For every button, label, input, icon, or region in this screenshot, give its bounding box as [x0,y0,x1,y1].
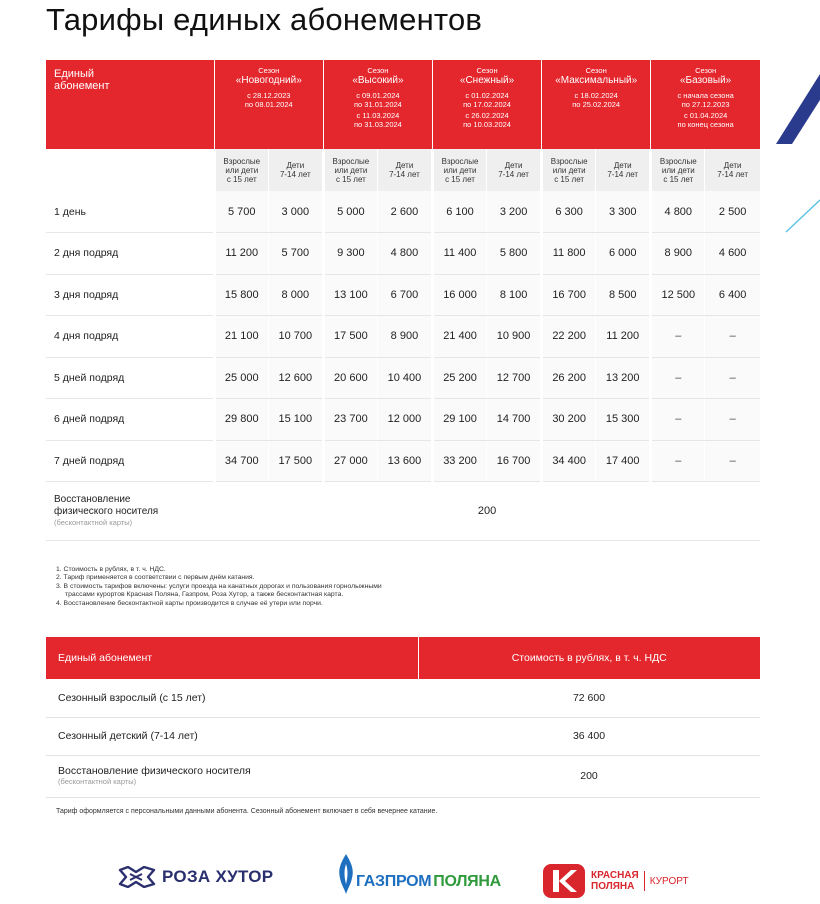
logo-divider [644,871,645,891]
price-cell: 17 400 [596,440,651,482]
season-header-maksimalniy: Сезон «Максимальный» с 18.02.2024 по 25.02.2024 [542,60,651,149]
price-cell: 8 900 [377,316,432,358]
row-label: 2 дня подряд [46,233,214,275]
note-item: 1. Стоимость в рублях, в т. ч. НДС. [56,566,166,573]
price-cell: 34 700 [214,440,268,482]
price-cell: 15 300 [596,399,651,441]
price-cell: 2 600 [377,191,432,233]
rose-icon [118,866,156,888]
price-cell: 11 200 [214,233,268,275]
table-row [46,316,760,358]
footnote: Тариф оформляется с персональными данными абонента. Сезонный абонемент включает в себя вечернее катание. [56,808,438,815]
price-cell: – [705,399,760,441]
price-cell: 3 000 [268,191,323,233]
table-row [46,440,760,482]
price-cell: 8 000 [268,274,323,316]
row-label: 4 дня подряд [46,316,214,358]
tariff-body [46,191,760,482]
tariff-corner-header: Единый абонемент [46,60,214,149]
price-cell: 12 700 [487,357,542,399]
season-table-header-left: Единый абонемент [46,637,418,679]
price-cell: 17 500 [268,440,323,482]
price-cell: 13 200 [596,357,651,399]
table-row [46,274,760,316]
price-cell: 5 800 [487,233,542,275]
row-label: 5 дней подряд [46,357,214,399]
price-cell: 16 700 [487,440,542,482]
roza-khutor-logo-text: РОЗА ХУТОР [162,867,274,886]
price-cell: 29 800 [214,399,268,441]
gazprom-logo [336,854,501,894]
price-cell: 4 800 [651,191,705,233]
table-row [46,357,760,399]
price-cell: 11 200 [596,316,651,358]
restore-value: 200 [214,482,760,541]
note-item: трассами курортов Красная Поляна, Газпром, Роза Хутор, а также бесконтактная карта. [65,591,344,599]
season-header-bazoviy: Сезон «Базовый» с начала сезона по 27.12.2023 с 01.04.2024 по конец сезона [651,60,760,149]
table-row [46,233,760,275]
tariff-table [46,60,760,541]
price-cell: 25 200 [432,357,486,399]
season-header-snezhniy: Сезон «Снежный» с 01.02.2024 по 17.02.2024 с 26.02.2024 по 10.03.2024 [432,60,541,149]
price-cell: – [651,316,705,358]
price-cell: – [705,440,760,482]
row-label: 3 дня подряд [46,274,214,316]
price-cell: 29 100 [432,399,486,441]
price-cell: 3 200 [487,191,542,233]
season-header-vysokiy: Сезон «Высокий» с 09.01.2024 по 31.01.2024 с 11.03.2024 по 31.03.2024 [323,60,432,149]
price-cell: – [651,357,705,399]
price-cell: 22 200 [542,316,596,358]
table-row [46,717,760,755]
price-cell: 13 100 [323,274,377,316]
season-table-header-right: Стоимость в рублях, в т. ч. НДС [418,637,760,679]
table-row [46,755,760,797]
price-cell: 20 600 [323,357,377,399]
price-cell: 6 400 [705,274,760,316]
price-cell: 4 600 [705,233,760,275]
price-cell: 10 700 [268,316,323,358]
season-row-value: 200 [418,755,760,797]
season-row-value: 36 400 [418,717,760,755]
price-cell: 8 500 [596,274,651,316]
price-cell: 23 700 [323,399,377,441]
price-cell: 5 700 [214,191,268,233]
price-cell: – [651,399,705,441]
price-cell: 8 900 [651,233,705,275]
row-label: 1 день [46,191,214,233]
table-row [46,191,760,233]
sub-header-child: Дети 7-14 лет [596,149,651,191]
notes [56,566,382,608]
decorative-line-icon [780,196,820,236]
price-cell: 14 700 [487,399,542,441]
table-row [46,399,760,441]
restore-label: Восстановление физического носителя (бесконтактной карты) [46,482,214,541]
price-cell: 5 700 [268,233,323,275]
price-cell: 4 800 [377,233,432,275]
k-letter-icon [543,862,585,900]
price-cell: 25 000 [214,357,268,399]
price-cell: – [651,440,705,482]
sub-header-child: Дети 7-14 лет [377,149,432,191]
price-cell: 16 000 [432,274,486,316]
price-cell: 12 600 [268,357,323,399]
krasnaya-polyana-text: КРАСНАЯ ПОЛЯНА [591,870,639,892]
page-title: Тарифы единых абонементов [46,2,483,37]
price-cell: 9 300 [323,233,377,275]
krasnaya-polyana-logo [543,862,689,900]
season-row-label: Восстановление физического носителя (бесконтактной карты) [46,755,418,797]
price-cell: 27 000 [323,440,377,482]
table-row [46,679,760,717]
price-cell: 16 700 [542,274,596,316]
price-cell: 21 400 [432,316,486,358]
kurort-text: КУРОРТ [649,875,689,887]
note-item: 2. Тариф применяется в соответствии с первым днём катания. [56,574,255,582]
price-cell: 30 200 [542,399,596,441]
gazprom-logo-text: ГАЗПРОМ [356,873,432,890]
sub-header-adult: Взрослые или дети с 15 лет [214,149,268,191]
price-cell: 17 500 [323,316,377,358]
price-cell: 6 300 [542,191,596,233]
season-row-value: 72 600 [418,679,760,717]
price-cell: 11 800 [542,233,596,275]
price-cell: 6 100 [432,191,486,233]
price-cell: 12 000 [377,399,432,441]
sub-header-adult: Взрослые или дети с 15 лет [651,149,705,191]
price-cell: 13 600 [377,440,432,482]
sub-header-child: Дети 7-14 лет [268,149,323,191]
price-cell: 21 100 [214,316,268,358]
price-cell: 5 000 [323,191,377,233]
price-cell: 8 100 [487,274,542,316]
sub-header-empty [46,149,214,191]
season-header-novogodniy: Сезон «Новогодний» с 28.12.2023 по 08.01.2024 [214,60,323,149]
price-cell: 26 200 [542,357,596,399]
price-cell: 15 800 [214,274,268,316]
roza-khutor-logo [118,866,273,888]
decorative-stripe-icon [776,74,820,144]
price-cell: 11 400 [432,233,486,275]
sub-header-adult: Взрослые или дети с 15 лет [432,149,486,191]
sub-header-child: Дети 7-14 лет [705,149,760,191]
price-cell: 34 400 [542,440,596,482]
row-label: 6 дней подряд [46,399,214,441]
price-cell: 15 100 [268,399,323,441]
price-cell: 6 700 [377,274,432,316]
price-cell: 3 300 [596,191,651,233]
price-cell: – [705,357,760,399]
price-cell: – [705,316,760,358]
sub-header-adult: Взрослые или дети с 15 лет [323,149,377,191]
price-cell: 6 000 [596,233,651,275]
season-row-label: Сезонный детский (7-14 лет) [46,717,418,755]
note-item: 3. В стоимость тарифов включены: услуги проезда на канатных дорогах и пользования горнолыжными [56,582,382,590]
note-item: 4. Восстановление бесконтактной карты производится в случае её утери или порчи. [56,599,323,607]
sub-header-adult: Взрослые или дети с 15 лет [542,149,596,191]
gazprom-flame-icon [336,854,356,894]
season-row-label: Сезонный взрослый (с 15 лет) [46,679,418,717]
row-label: 7 дней подряд [46,440,214,482]
price-cell: 12 500 [651,274,705,316]
price-cell: 10 900 [487,316,542,358]
gazprom-polyana-text: ПОЛЯНА [433,873,501,890]
price-cell: 33 200 [432,440,486,482]
price-cell: 2 500 [705,191,760,233]
price-cell: 10 400 [377,357,432,399]
season-pass-table [46,637,760,798]
sub-header-child: Дети 7-14 лет [487,149,542,191]
